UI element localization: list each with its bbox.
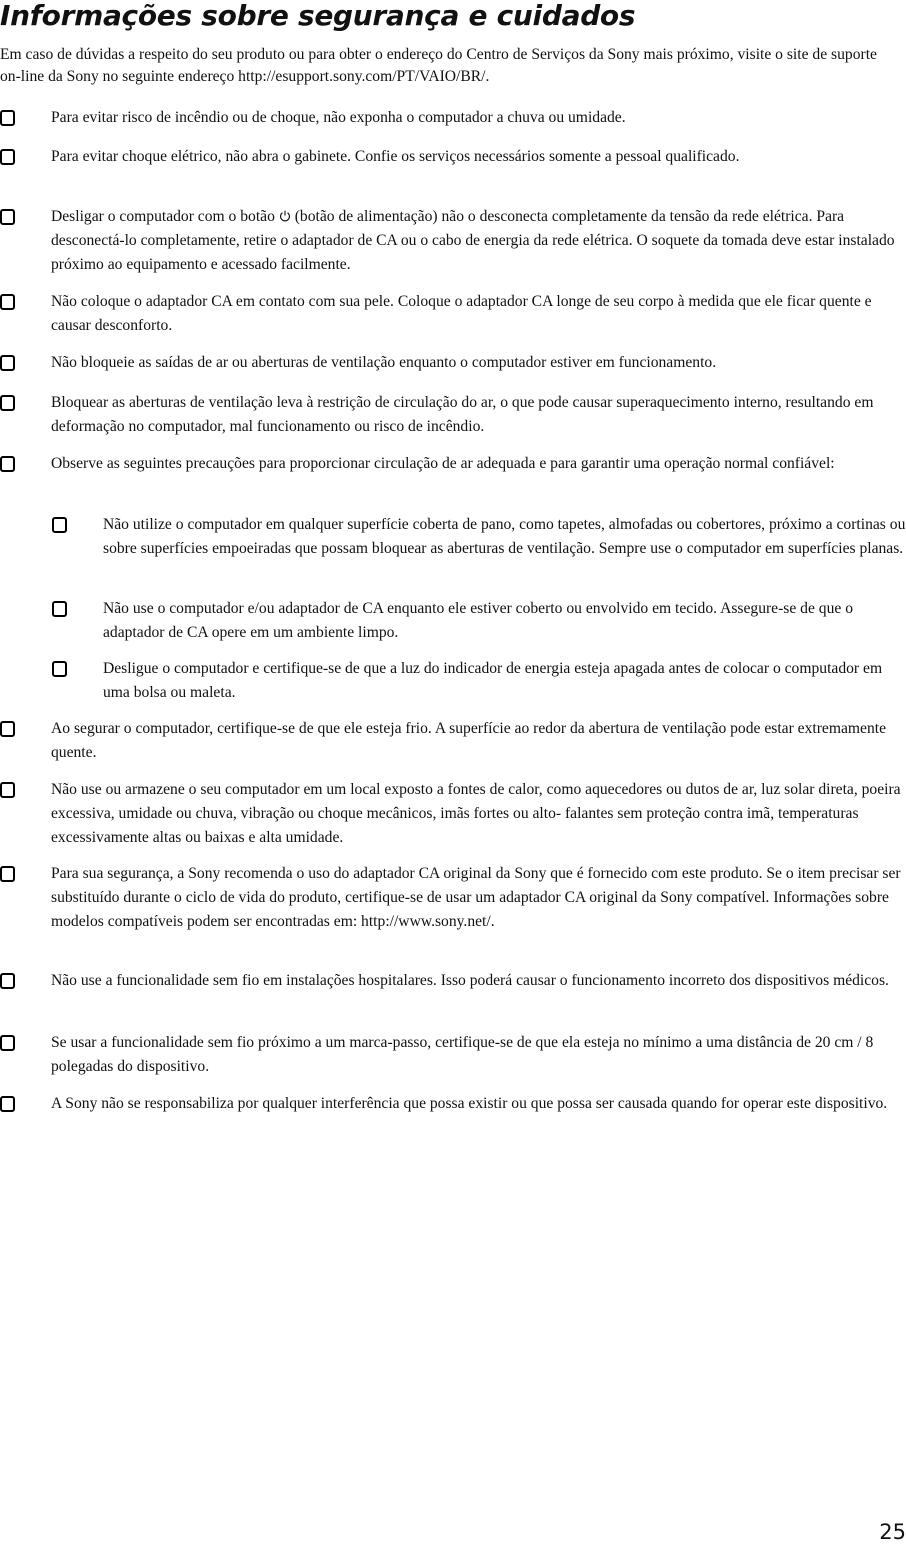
checkbox-bullet-icon xyxy=(0,355,15,371)
list-item-text: Não coloque o adaptador CA em contato com sua pele. Coloque o adaptador CA longe de seu corpo à medida que ele ficar quente e causar desconforto. xyxy=(51,293,872,334)
checkbox-bullet-icon xyxy=(52,517,67,533)
list-item xyxy=(0,145,906,169)
checkbox-bullet-icon xyxy=(0,866,15,882)
checkbox-bullet-icon xyxy=(0,395,15,411)
list-item xyxy=(0,205,906,277)
list-item-text: Observe as seguintes precauções para proporcionar circulação de ar adequada e para garantir uma operação normal confiável: xyxy=(51,455,835,472)
checkbox-bullet-icon xyxy=(0,973,15,989)
list-item-text: Desligue o computador e certifique-se de que a luz do indicador de energia esteja apagada antes de colocar o computador em uma bolsa ou maleta. xyxy=(103,660,883,701)
list-item-text: Não bloqueie as saídas de ar ou aberturas de ventilação enquanto o computador estiver em funcionamento. xyxy=(51,354,717,371)
checkbox-bullet-icon xyxy=(0,721,15,737)
list-item-text: Bloquear as aberturas de ventilação leva à restrição de circulação do ar, o que pode causar superaquecimento interno, resultando em deformação no computador, mal funcionamento ou risco de incêndio. xyxy=(51,394,874,435)
list-item-text: Não use a funcionalidade sem fio em instalações hospitalares. Isso poderá causar o funcionamento incorreto dos dispositivos médicos. xyxy=(51,972,889,989)
checkbox-bullet-icon xyxy=(52,601,67,617)
list-item xyxy=(0,391,906,439)
sub-list-item xyxy=(52,513,906,561)
power-icon xyxy=(279,210,291,222)
list-item xyxy=(0,452,906,476)
checkbox-bullet-icon xyxy=(0,209,15,225)
list-item-text: Se usar a funcionalidade sem fio próximo a um marca-passo, certifique-se de que ela esteja no mínimo a uma distância de 20 cm / 8 polegadas do dispositivo. xyxy=(51,1034,874,1075)
list-item xyxy=(0,778,906,850)
sub-list-item xyxy=(52,597,906,645)
checkbox-bullet-icon xyxy=(0,1035,15,1051)
list-item xyxy=(0,1031,906,1079)
list-item-text: Não use o computador e/ou adaptador de CA enquanto ele estiver coberto ou envolvido em tecido. Assegure-se de que o adaptador de CA opere em um ambiente limpo. xyxy=(103,600,854,641)
list-item xyxy=(0,351,906,375)
list-item-text: Ao segurar o computador, certifique-se de que ele esteja frio. A superfície ao redor da abertura de ventilação pode estar extremamente quente. xyxy=(51,720,886,761)
list-item xyxy=(0,862,906,934)
checkbox-bullet-icon xyxy=(0,110,15,126)
checkbox-bullet-icon xyxy=(52,661,67,677)
checkbox-bullet-icon xyxy=(0,1096,15,1112)
list-item-text: Para evitar risco de incêndio ou de choque, não exponha o computador a chuva ou umidade. xyxy=(51,109,626,126)
sub-list-item xyxy=(52,657,906,705)
list-item xyxy=(0,106,906,130)
list-item xyxy=(0,290,906,338)
list-item-text: Não use ou armazene o seu computador em um local exposto a fontes de calor, como aquecedores ou dutos de ar, luz solar direta, poeira excessiva, umidade ou chuva, vibração ou choque mecânicos, imãs fortes ou alto- falantes sem proteção contra imã, temperaturas excessivamente altas ou baixas e alta umidade. xyxy=(51,781,901,846)
checkbox-bullet-icon xyxy=(0,456,15,472)
list-item-text: Desligar o computador com o botão (botão de alimentação) não o desconecta completamente da tensão da rede elétrica. Para desconectá-lo completamente, retire o adaptador de CA ou o cabo de energia da rede elétrica. O soquete da tomada deve estar instalado próximo ao equipamento e acessado facilmente. xyxy=(51,208,895,273)
list-item xyxy=(0,717,906,765)
list-item-text: A Sony não se responsabiliza por qualquer interferência que possa existir ou que possa ser causada quando for operar este dispositivo. xyxy=(51,1095,888,1112)
page-title: Informações sobre segurança e cuidados xyxy=(0,0,636,32)
list-item-text: Para evitar choque elétrico, não abra o gabinete. Confie os serviços necessários somente a pessoal qualificado. xyxy=(51,148,740,165)
list-item xyxy=(0,1092,906,1116)
intro-paragraph: Em caso de dúvidas a respeito do seu produto ou para obter o endereço do Centro de Serviços da Sony mais próximo, visite o site de suporte on-line da Sony no seguinte endereço http://esupport.sony.com/PT/VAIO/BR/. xyxy=(0,46,877,85)
checkbox-bullet-icon xyxy=(0,294,15,310)
list-item xyxy=(0,969,906,993)
checkbox-bullet-icon xyxy=(0,782,15,798)
page-number: 25 xyxy=(879,1520,906,1544)
list-item-text: Não utilize o computador em qualquer superfície coberta de pano, como tapetes, almofadas ou cobertores, próximo a cortinas ou sobre superfícies empoeiradas que possam bloquear as aberturas de ventilação. Sempre use o computador em superfícies planas. xyxy=(103,516,906,557)
list-item-text: Para sua segurança, a Sony recomenda o uso do adaptador CA original da Sony que é fornecido com este produto. Se o item precisar ser substituído durante o ciclo de vida do produto, certifique-se de usar um adaptador CA original da Sony compatível. Informações sobre modelos compatíveis podem ser encontradas em: http://www.sony.net/. xyxy=(51,865,901,930)
checkbox-bullet-icon xyxy=(0,149,15,165)
